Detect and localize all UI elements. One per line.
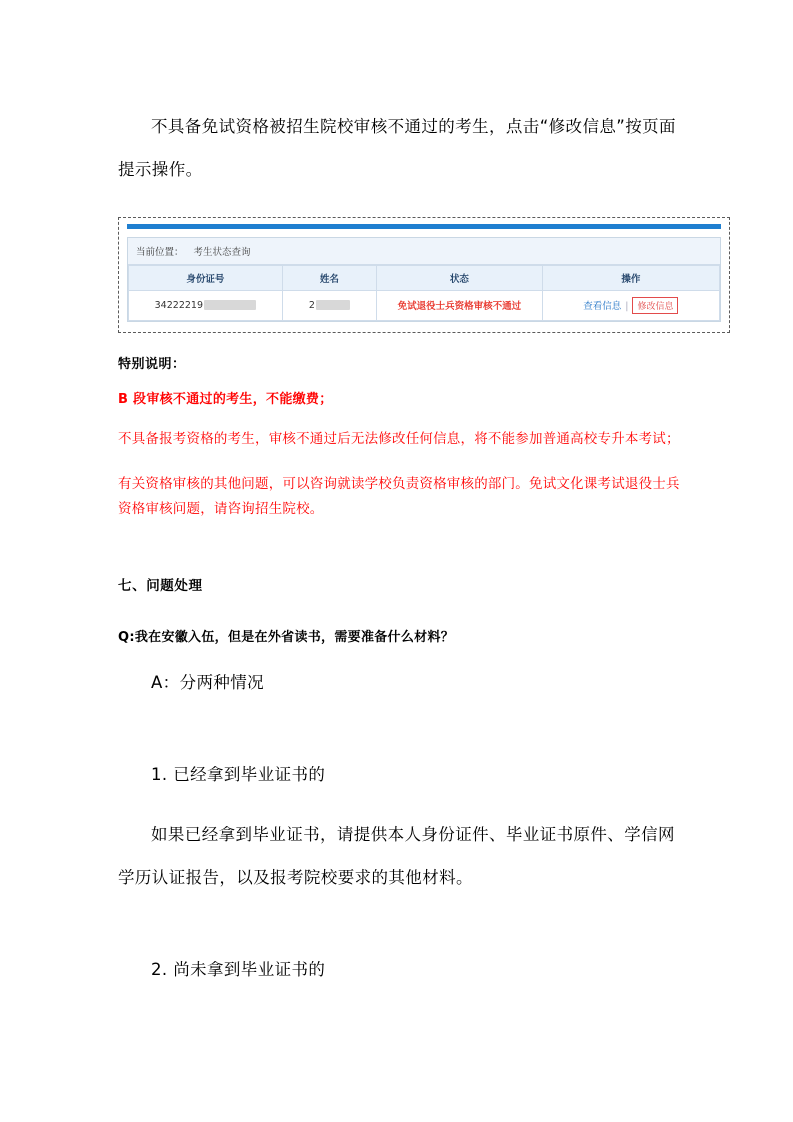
column-header-action: 操作 (542, 265, 719, 290)
cell-state (377, 290, 542, 320)
list-item-body: 如果已经拿到毕业证书，请提供本人身份证件、毕业证书原件、学信网学历认证报告，以及报考院校要求的其他材料。 (118, 824, 675, 887)
question-line: Q:我在安徽入伍，但是在外省读书，需要准备什么材料？ (118, 629, 455, 645)
redaction-bar-id (204, 300, 256, 310)
intro-paragraph: 不具备免试资格被招生院校审核不通过的考生，点击“修改信息”按页面提示操作。 (118, 116, 676, 179)
section-heading: 七、问题处理 (118, 577, 203, 594)
figure-top-bar (127, 224, 721, 229)
notes-paragraph-1: 不具备报考资格的考生，审核不通过后无法修改任何信息，将不能参加普通高校专升本考试； (118, 430, 680, 447)
figure-inner (119, 218, 729, 332)
edit-info-button[interactable]: 修改信息 (632, 297, 678, 314)
cell-action (542, 290, 719, 320)
cell-name (282, 290, 377, 320)
status-table (128, 265, 720, 321)
notes-title: 特别说明： (118, 356, 186, 372)
id-number-prefix: 34222219 (154, 299, 203, 311)
status-panel (127, 237, 721, 322)
column-header-name: 姓名 (282, 265, 377, 290)
column-header-id: 身份证号 (129, 265, 283, 290)
panel-location-bar (128, 238, 720, 265)
table-row (129, 290, 720, 320)
panel-location-label: 当前位置： (136, 246, 184, 258)
notes-bold-red: B 段审核不通过的考生，不能缴费； (118, 391, 333, 407)
cell-id-number (129, 290, 283, 320)
action-separator: | (625, 300, 629, 312)
spacer (118, 915, 680, 931)
screenshot-figure (118, 217, 730, 333)
status-badge: 免试退役士兵资格审核不通过 (397, 301, 522, 312)
table-header-row (129, 265, 720, 290)
redaction-bar-name (316, 300, 350, 310)
spacer (118, 721, 680, 737)
view-info-link[interactable]: 查看信息 (583, 300, 622, 312)
notes-paragraph-2: 有关资格审核的其他问题，可以咨询就读学校负责资格审核的部门。免试文化课考试退役士兵资格审核问题，请咨询招生院校。 (118, 475, 680, 517)
list-item: 1. 已经拿到毕业证书的 (151, 765, 326, 784)
column-header-state: 状态 (377, 265, 542, 290)
answer-intro: A：分两种情况 (151, 673, 265, 692)
document-content (118, 88, 680, 1007)
name-prefix: 2 (308, 299, 315, 311)
list-item: 2. 尚未拿到毕业证书的 (151, 959, 326, 979)
panel-location-value: 考生状态查询 (193, 246, 251, 258)
